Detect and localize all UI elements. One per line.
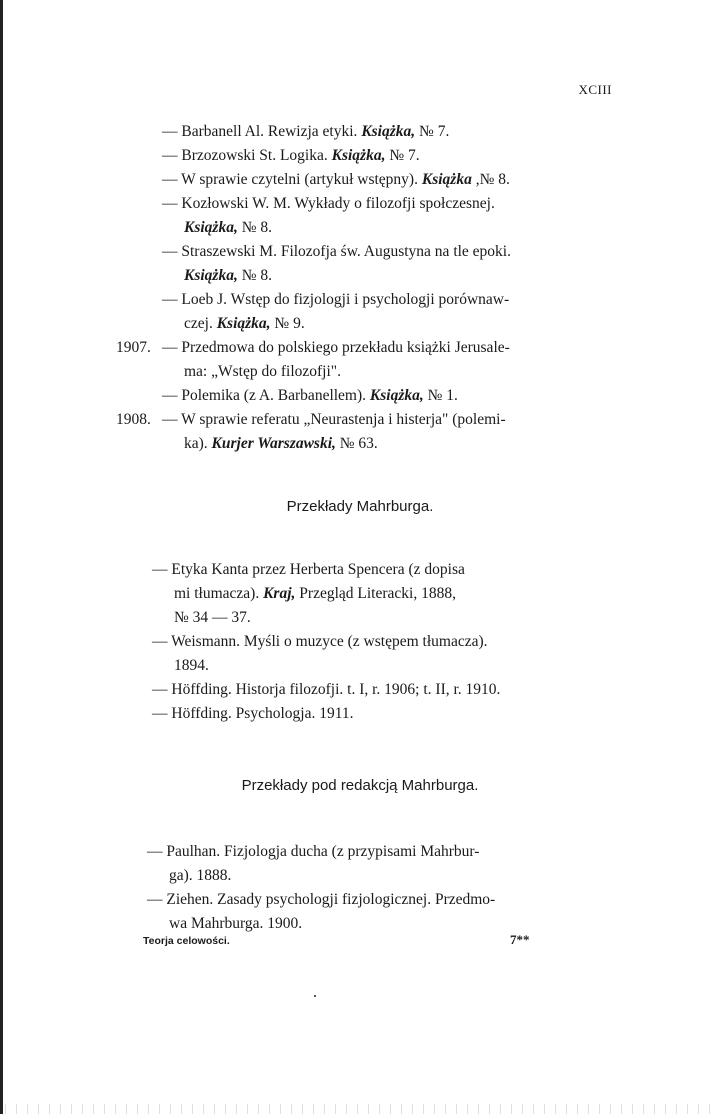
bibliography-line bbox=[152, 609, 602, 633]
entry-issue: № 8. bbox=[237, 219, 273, 236]
entry-text: — Brzozowski St. Logika. bbox=[162, 147, 332, 164]
bibliography-line bbox=[152, 633, 602, 657]
entry-year: 1907. bbox=[116, 339, 151, 356]
footer-signature-mark: 7** bbox=[510, 932, 530, 947]
entry-text: — Loeb J. Wstęp do fizjologji i psychologji porównaw- bbox=[162, 291, 510, 308]
bibliography-line bbox=[152, 561, 602, 585]
bibliography-line bbox=[162, 387, 602, 411]
entry-text: — W sprawie referatu „Neurastenja i histerja" (polemi- bbox=[162, 411, 506, 428]
entry-text: — Polemika (z A. Barbanellem). bbox=[162, 387, 370, 404]
entry-issue: № 1. bbox=[423, 387, 458, 404]
entry-publication: Książka, bbox=[184, 219, 238, 236]
entry-publication: Książka, bbox=[184, 267, 238, 284]
bibliography-line bbox=[116, 339, 602, 363]
bibliography-line bbox=[162, 147, 602, 171]
bibliography-line bbox=[152, 585, 602, 609]
speck bbox=[314, 995, 316, 997]
entry-text: ga). 1888. bbox=[169, 867, 232, 884]
entry-issue: № 9. bbox=[270, 315, 305, 332]
bibliography-line bbox=[162, 291, 602, 315]
entry-text: ka). bbox=[184, 435, 212, 452]
entry-text: — Paulhan. Fizjologja ducha (z przypisami Mahrbur- bbox=[147, 843, 480, 860]
entry-publication: Książka, bbox=[369, 387, 424, 404]
bibliography-line bbox=[116, 411, 602, 435]
bibliography-line bbox=[147, 843, 597, 867]
bibliography-line bbox=[162, 363, 602, 387]
entry-text: — W sprawie czytelni (artykuł wstępny). bbox=[162, 171, 422, 188]
entry-issue: № 63. bbox=[335, 435, 378, 452]
entry-text: — Kozłowski W. M. Wykłady o filozofji społczesnej. bbox=[162, 195, 495, 212]
bibliography-section-works bbox=[116, 123, 602, 459]
entry-year: 1908. bbox=[116, 411, 151, 428]
bibliography-line bbox=[162, 435, 602, 459]
entry-text: — Weismann. Myśli o muzyce (z wstępem tłumacza). bbox=[152, 633, 488, 650]
entry-text: — Ziehen. Zasady psychologji fizjologicznej. Przedmo- bbox=[147, 891, 496, 908]
bibliography-line bbox=[162, 315, 602, 339]
bibliography-line bbox=[162, 195, 602, 219]
bibliography-line bbox=[152, 681, 602, 705]
entry-publication: Kraj, bbox=[263, 585, 296, 602]
footer-signature-title: Teorja celowości. bbox=[143, 935, 230, 947]
entry-issue: № 8. bbox=[237, 267, 273, 284]
scan-noise bbox=[0, 1104, 720, 1114]
bibliography-line bbox=[162, 219, 602, 243]
page-number: XCIII bbox=[578, 82, 612, 97]
section-heading-edited-translations: Przekłady pod redakcją Mahrburga. bbox=[241, 777, 479, 794]
entry-issue: № 7. bbox=[385, 147, 420, 164]
bibliography-line bbox=[162, 123, 602, 147]
entry-text: wa Mahrburga. 1900. bbox=[169, 915, 303, 932]
entry-text: 1894. bbox=[174, 657, 209, 674]
bibliography-section-edited bbox=[147, 843, 597, 939]
bibliography-line bbox=[152, 657, 602, 681]
section-heading-translations: Przekłady Mahrburga. bbox=[286, 498, 434, 515]
entry-issue: № 7. bbox=[415, 123, 450, 140]
entry-issue: Przegląd Literacki, 1888, bbox=[295, 585, 456, 602]
entry-publication: Kurjer Warszawski, bbox=[211, 435, 336, 452]
bibliography-line bbox=[162, 171, 602, 195]
entry-publication: Książka, bbox=[331, 147, 386, 164]
page-edge bbox=[0, 0, 3, 1114]
bibliography-line bbox=[147, 891, 597, 915]
entry-publication: Książka, bbox=[361, 123, 416, 140]
bibliography-line bbox=[162, 267, 602, 291]
entry-issue: ,№ 8. bbox=[471, 171, 510, 188]
bibliography-line bbox=[152, 705, 602, 729]
bibliography-line bbox=[162, 243, 602, 267]
entry-text: — Przedmowa do polskiego przekładu książki Jerusale- bbox=[162, 339, 510, 356]
bibliography-section-translations bbox=[152, 561, 602, 729]
entry-text: № 34 — 37. bbox=[174, 609, 251, 626]
entry-text: — Etyka Kanta przez Herberta Spencera (z dopisa bbox=[152, 561, 465, 578]
entry-text: mi tłumacza). bbox=[174, 585, 264, 602]
entry-text: czej. bbox=[184, 315, 217, 332]
bibliography-line bbox=[147, 867, 597, 891]
entry-publication: Książka bbox=[421, 171, 472, 188]
entry-text: — Straszewski M. Filozofja św. Augustyna na tle epoki. bbox=[162, 243, 511, 260]
entry-text: — Höffding. Historja filozofji. t. I, r. 1906; t. II, r. 1910. bbox=[152, 681, 501, 698]
entry-publication: Książka, bbox=[216, 315, 271, 332]
entry-text: — Barbanell Al. Rewizja etyki. bbox=[162, 123, 362, 140]
entry-text: — Höffding. Psychologja. 1911. bbox=[152, 705, 354, 722]
entry-text: ma: „Wstęp do filozofji". bbox=[184, 363, 341, 380]
